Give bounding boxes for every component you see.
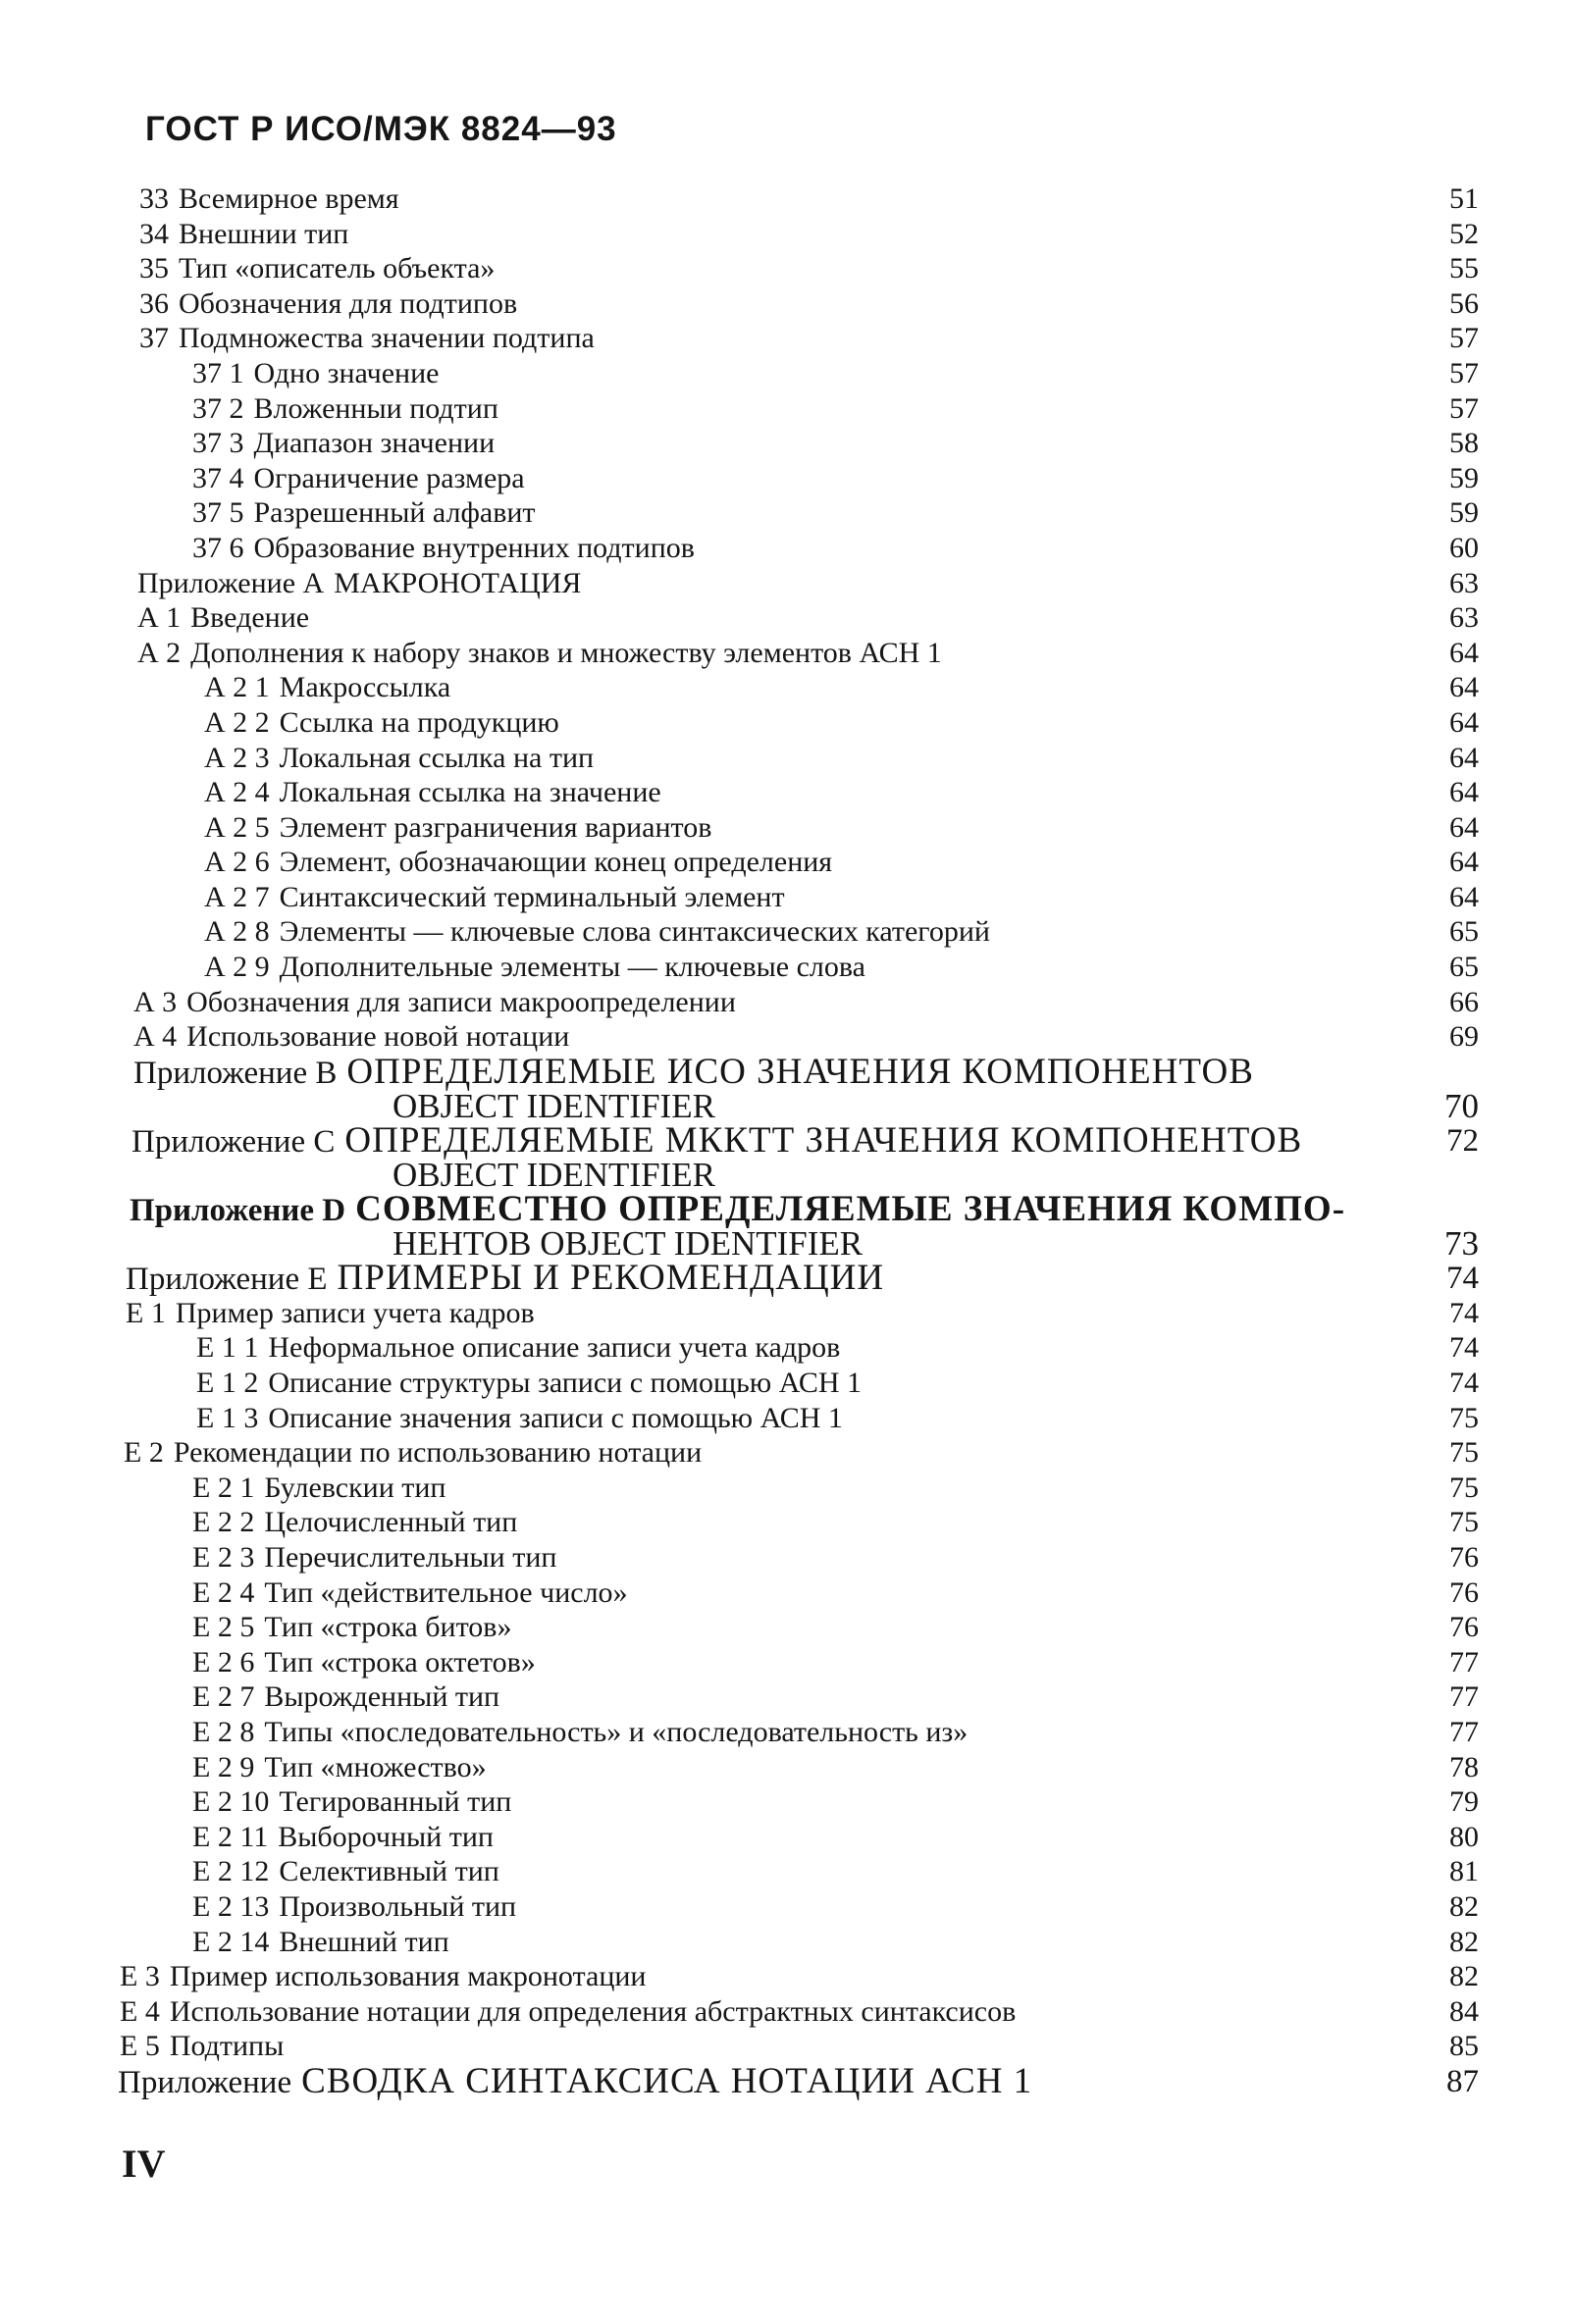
toc-entry: [0, 2029, 1571, 2064]
toc-entry-page: 76: [1449, 1575, 1479, 1609]
toc-entry: [0, 321, 1571, 356]
page-number-footer: IV: [122, 2142, 166, 2186]
toc-entry: [0, 1715, 1571, 1750]
toc-entry: [0, 1994, 1571, 2030]
toc-entry-number: Е 2 12: [192, 1855, 270, 1888]
toc-entry-title: Дополнения к набору знаков и множеству элементов АСН 1: [190, 636, 942, 669]
toc-entry-title: Неформальное описание записи учета кадров: [268, 1331, 841, 1365]
toc-entry: [0, 1925, 1571, 1960]
toc-entry: [0, 391, 1571, 427]
toc-entry: [0, 251, 1571, 286]
toc-entry-number: Е 5: [120, 2030, 160, 2063]
toc-entry: [0, 1959, 1571, 1994]
toc-entry-page: 75: [1449, 1506, 1479, 1539]
table-of-contents: [0, 181, 1571, 2099]
toc-entry: [0, 845, 1571, 880]
toc-entry-page: 82: [1449, 1889, 1479, 1923]
toc-entry: [0, 880, 1571, 915]
toc-entry-number: А 2 7: [204, 880, 270, 913]
toc-entry: [0, 914, 1571, 950]
toc-entry-number: Е 2 4: [192, 1575, 255, 1609]
toc-entry-title: Локальная ссылка на значение: [279, 776, 661, 809]
toc-entry-page: 75: [1449, 1401, 1479, 1434]
toc-entry-page: 56: [1449, 286, 1479, 320]
toc-entry-number: Приложение А: [137, 566, 325, 599]
toc-entry-number: Е 2 10: [192, 1785, 270, 1819]
toc-entry-page: 85: [1449, 2030, 1479, 2063]
toc-entry-number: 36: [139, 286, 169, 320]
toc-entry-title: OBJECT IDENTIFIER: [393, 1155, 715, 1194]
toc-entry-page: 74: [1446, 1260, 1479, 1296]
toc-entry-number: Е 2 9: [192, 1750, 255, 1783]
toc-entry-number: Е 3: [120, 1960, 160, 1993]
toc-entry-title: Тип «строка битов»: [264, 1611, 512, 1644]
toc-entry-page: 66: [1449, 985, 1479, 1018]
toc-entry: [0, 1610, 1571, 1645]
toc-entry: [0, 810, 1571, 846]
toc-entry-title: Тип «множество»: [264, 1750, 487, 1783]
toc-entry-number: Е 2 7: [192, 1680, 255, 1714]
toc-entry-title: Внешний тип: [279, 1925, 449, 1958]
toc-entry-title: ОПРЕДЕЛЯЕМЫЕ ИСО ЗНАЧЕНИЯ КОМПОНЕНТОВ: [346, 1051, 1254, 1092]
toc-entry: [0, 985, 1571, 1020]
toc-entry-number: Е 2 8: [192, 1715, 255, 1748]
toc-entry-number: А 2 5: [204, 810, 270, 844]
toc-entry-number: 37 3: [192, 427, 244, 460]
toc-entry-number: А 2: [137, 636, 182, 669]
toc-entry-page: 72: [1446, 1122, 1479, 1159]
toc-entry-title: Вложенныи подтип: [253, 391, 498, 425]
toc-entry-page: 80: [1449, 1820, 1479, 1853]
toc-entry-number: Е 1 3: [196, 1401, 259, 1434]
toc-entry-title: Выборочный тип: [278, 1820, 494, 1853]
toc-entry-number: 34: [139, 217, 169, 250]
toc-entry: [0, 1889, 1571, 1925]
toc-entry-number: 37 6: [192, 531, 244, 564]
toc-entry-title: Элемент разграничения вариантов: [279, 810, 712, 844]
toc-entry-title: Тип «действительное число»: [264, 1575, 628, 1609]
toc-entry-page: 59: [1449, 461, 1479, 494]
toc-entry-number: А 2 8: [204, 915, 270, 949]
toc-entry-number: Е 1 2: [196, 1367, 259, 1400]
toc-entry-page: 77: [1449, 1645, 1479, 1678]
toc-entry: [0, 1854, 1571, 1889]
toc-entry-page: 79: [1449, 1785, 1479, 1819]
toc-entry-number: Е 2 5: [192, 1611, 255, 1644]
toc-entry-number: А 2 4: [204, 776, 270, 809]
toc-entry-title: Пример использования макронотации: [169, 1960, 647, 1993]
toc-entry: [0, 356, 1571, 391]
toc-entry-page: 78: [1449, 1750, 1479, 1783]
toc-entry-page: 74: [1449, 1331, 1479, 1365]
toc-entry-title: Одно значение: [253, 356, 440, 389]
toc-entry-page: 76: [1449, 1611, 1479, 1644]
toc-entry-title: Введение: [190, 601, 310, 635]
toc-entry-title: Тегированный тип: [279, 1785, 512, 1819]
toc-entry: [0, 1750, 1571, 1785]
toc-entry-number: Е 2 11: [192, 1820, 269, 1853]
toc-entry-number: Е 4: [120, 1994, 160, 2028]
toc-entry-page: 77: [1449, 1715, 1479, 1748]
toc-entry-title: Разрешенный алфавит: [253, 496, 536, 530]
toc-entry-page: 75: [1449, 1436, 1479, 1470]
toc-entry-number: Приложение С: [131, 1123, 336, 1160]
toc-entry-page: 51: [1449, 182, 1479, 215]
toc-entry: [0, 426, 1571, 461]
toc-entry: [0, 1330, 1571, 1366]
toc-entry: [0, 1784, 1571, 1820]
toc-entry-number: Приложение Е: [126, 1261, 328, 1297]
toc-entry: [0, 1188, 1571, 1229]
toc-entry-title: Тип «описатель объекта»: [179, 252, 496, 285]
toc-entry-number: Е 2 3: [192, 1541, 255, 1574]
toc-entry: [0, 2060, 1571, 2101]
toc-entry-page: 64: [1449, 671, 1479, 704]
toc-entry-number: 37: [139, 322, 169, 355]
toc-entry-number: Е 2: [124, 1436, 164, 1470]
toc-entry: [0, 636, 1571, 671]
toc-entry-title: Булевскии тип: [264, 1471, 446, 1504]
toc-entry-title: Макроссылка: [279, 671, 451, 704]
toc-entry: [0, 1471, 1571, 1506]
toc-entry-title: Дополнительные элементы — ключевые слова: [279, 951, 865, 984]
toc-entry-title: OBJECT IDENTIFIER: [393, 1086, 715, 1125]
toc-entry-number: Е 2 6: [192, 1645, 255, 1678]
toc-entry: [0, 741, 1571, 776]
toc-entry: [0, 1401, 1571, 1436]
toc-entry: [0, 1223, 1571, 1263]
toc-entry: [0, 1679, 1571, 1715]
toc-entry-page: 75: [1449, 1471, 1479, 1504]
toc-entry-page: 81: [1449, 1855, 1479, 1888]
toc-entry-page: 64: [1449, 810, 1479, 844]
toc-entry-number: А 1: [137, 601, 182, 635]
toc-entry-number: Е 2 2: [192, 1506, 255, 1539]
toc-entry-page: 64: [1449, 846, 1479, 879]
toc-entry-page: 64: [1449, 776, 1479, 809]
toc-entry-title: Перечислительныи тип: [264, 1541, 557, 1574]
toc-entry-number: Е 2 14: [192, 1925, 270, 1958]
toc-entry-page: 55: [1449, 252, 1479, 285]
toc-entry: [0, 705, 1571, 741]
toc-entry-page: 82: [1449, 1960, 1479, 1993]
toc-entry-page: 63: [1449, 601, 1479, 635]
toc-entry-title: Подтипы: [169, 2030, 285, 2063]
toc-entry: [0, 1119, 1571, 1161]
toc-entry-title: Использование новой нотации: [186, 1020, 570, 1054]
toc-entry-number: Е 2 1: [192, 1471, 255, 1504]
toc-entry-page: 60: [1449, 531, 1479, 564]
toc-entry-title: Элементы — ключевые слова синтаксических категорий: [279, 915, 990, 949]
toc-entry-page: 64: [1449, 741, 1479, 774]
toc-entry-title: Использование нотации для определения абстрактных синтаксисов: [169, 1994, 1017, 2028]
toc-entry-page: 70: [1444, 1086, 1479, 1125]
toc-entry-title: Диапазон значении: [253, 427, 496, 460]
toc-entry: [0, 775, 1571, 810]
toc-entry-page: 58: [1449, 427, 1479, 460]
toc-entry-number: Е 1: [126, 1296, 166, 1329]
toc-entry-page: 57: [1449, 356, 1479, 389]
toc-entry-number: А 2 1: [204, 671, 270, 704]
toc-entry: [0, 1086, 1571, 1125]
toc-entry-title: Внешнии тип: [179, 217, 349, 250]
toc-entry-title: Всемирное время: [179, 182, 399, 215]
toc-entry: [0, 1366, 1571, 1401]
toc-entry-page: 73: [1444, 1223, 1479, 1263]
toc-entry-page: 63: [1449, 566, 1479, 599]
toc-entry-page: 59: [1449, 496, 1479, 530]
toc-entry-number: 37 2: [192, 391, 244, 425]
toc-entry-title: Типы «последовательность» и «последовательность из»: [264, 1715, 969, 1748]
toc-entry-page: 52: [1449, 217, 1479, 250]
toc-entry-number: Приложение: [118, 2064, 292, 2100]
toc-entry-number: 33: [139, 182, 169, 215]
toc-entry-title: ОПРЕДЕЛЯЕМЫЕ МККТТ ЗНАЧЕНИЯ КОМПОНЕНТОВ: [344, 1119, 1303, 1161]
toc-entry: [0, 531, 1571, 566]
toc-entry-number: Приложение В: [133, 1055, 338, 1091]
toc-entry-page: 65: [1449, 951, 1479, 984]
toc-entry-title: Целочисленный тип: [264, 1506, 518, 1539]
toc-entry-title: Пример записи учета кадров: [175, 1296, 535, 1329]
toc-entry-page: 87: [1446, 2063, 1479, 2099]
toc-entry-page: 82: [1449, 1925, 1479, 1958]
toc-entry-page: 84: [1449, 1994, 1479, 2028]
toc-entry: [0, 181, 1571, 217]
toc-entry-title: Обозначения для подтипов: [179, 286, 518, 320]
toc-entry-title: Селективный тип: [279, 1855, 499, 1888]
toc-entry-number: 37 4: [192, 461, 244, 494]
toc-entry: [0, 286, 1571, 322]
toc-entry-title: Подмножества значении подтипа: [179, 322, 595, 355]
toc-entry-title: Локальная ссылка на тип: [279, 741, 595, 774]
toc-entry-number: 37 5: [192, 496, 244, 530]
toc-entry: [0, 1820, 1571, 1855]
toc-entry-title: СВОДКА СИНТАКСИСА НОТАЦИИ АСН 1: [301, 2060, 1033, 2101]
toc-entry-page: 64: [1449, 636, 1479, 669]
toc-entry-page: 74: [1449, 1296, 1479, 1329]
toc-entry-title: Ограничение размера: [253, 461, 525, 494]
toc-entry: [0, 1645, 1571, 1680]
toc-entry: [0, 566, 1571, 601]
toc-entry-title: Произвольный тип: [279, 1889, 517, 1923]
toc-entry: [0, 1540, 1571, 1575]
page-header: ГОСТ Р ИСО/МЭК 8824—93: [145, 110, 617, 148]
toc-entry-title: Описание значения записи с помощью АСН 1: [268, 1401, 843, 1434]
toc-entry: [0, 461, 1571, 496]
toc-entry-page: 76: [1449, 1541, 1479, 1574]
toc-entry: [0, 1051, 1571, 1092]
toc-entry: [0, 1296, 1571, 1331]
toc-entry-page: 57: [1449, 391, 1479, 425]
toc-entry-title: ПРИМЕРЫ И РЕКОМЕНДАЦИИ: [337, 1257, 885, 1298]
toc-entry: [0, 950, 1571, 985]
toc-entry-number: А 3: [133, 985, 178, 1018]
toc-entry-page: 57: [1449, 322, 1479, 355]
toc-entry: [0, 1505, 1571, 1540]
toc-entry-number: А 2 9: [204, 951, 270, 984]
toc-entry-number: Е 2 13: [192, 1889, 270, 1923]
toc-entry: [0, 217, 1571, 252]
toc-entry-number: 37 1: [192, 356, 244, 389]
toc-entry-title: Образование внутренних подтипов: [253, 531, 695, 564]
toc-entry-page: 74: [1449, 1367, 1479, 1400]
toc-entry: [0, 495, 1571, 531]
toc-entry: [0, 1575, 1571, 1611]
toc-entry-number: 35: [139, 252, 169, 285]
toc-entry-title: Ссылка на продукцию: [279, 705, 559, 739]
toc-entry-title: Элемент, обозначающии конец определения: [279, 846, 833, 879]
toc-entry: [0, 1435, 1571, 1471]
toc-entry-title: Обозначения для записи макроопределении: [186, 985, 736, 1018]
toc-entry-number: А 2 2: [204, 705, 270, 739]
toc-entry-number: А 4: [133, 1020, 178, 1054]
toc-entry-number: А 2 6: [204, 846, 270, 879]
toc-entry-number: Приложение D: [130, 1192, 346, 1228]
toc-entry: [0, 1155, 1571, 1194]
toc-entry-title: Описание структуры записи с помощью АСН 1: [268, 1367, 863, 1400]
toc-entry-page: 64: [1449, 705, 1479, 739]
toc-entry: [0, 1019, 1571, 1055]
toc-entry-number: А 2 3: [204, 741, 270, 774]
toc-entry-title: Синтаксический терминальный элемент: [279, 880, 785, 913]
toc-entry-page: 65: [1449, 915, 1479, 949]
toc-entry: [0, 1257, 1571, 1298]
toc-entry-page: 69: [1449, 1020, 1479, 1054]
toc-entry-title: НЕНТОВ OBJECT IDENTIFIER: [393, 1223, 864, 1263]
toc-entry-title: Рекомендации по использованию нотации: [173, 1436, 703, 1470]
toc-entry-title: СОВМЕСТНО ОПРЕДЕЛЯЕМЫЕ ЗНАЧЕНИЯ КОМПО-: [355, 1188, 1346, 1229]
toc-entry-page: 64: [1449, 880, 1479, 913]
toc-entry-number: Е 1 1: [196, 1331, 259, 1365]
toc-entry-title: МАКРОНОТАЦИЯ: [334, 566, 582, 599]
toc-entry-page: 77: [1449, 1680, 1479, 1714]
toc-entry-title: Тип «строка октетов»: [264, 1645, 536, 1678]
toc-entry: [0, 600, 1571, 636]
toc-entry: [0, 670, 1571, 705]
toc-entry-title: Вырожденный тип: [264, 1680, 500, 1714]
